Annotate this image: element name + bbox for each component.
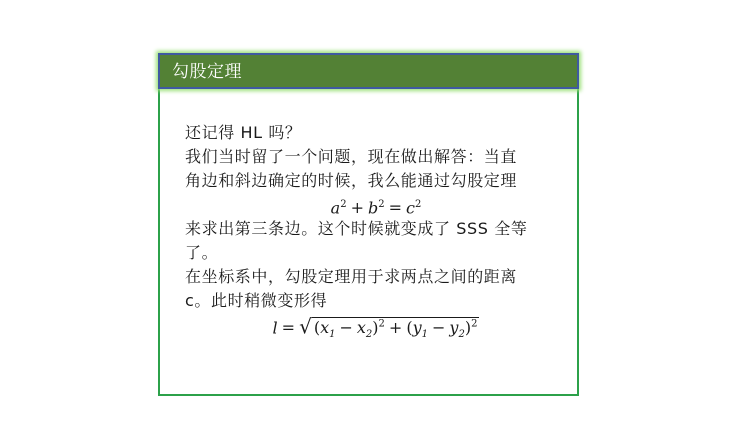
theorem-card <box>158 53 579 396</box>
text-line-7: c。此时稍微变形得 <box>185 291 328 310</box>
text-line-2: 我们当时留了一个问题，现在做出解答：当直 <box>185 147 518 166</box>
text-line-4: 来求出第三条边。这个时候就变成了 SSS 全等 <box>185 219 528 238</box>
var-x1: x <box>320 318 330 338</box>
plus-sign: + <box>350 198 364 218</box>
var-a: a <box>330 198 341 218</box>
var-x2: x <box>356 318 366 338</box>
minus-sign: − <box>339 318 353 338</box>
card-body <box>185 121 567 341</box>
sub-x2: 2 <box>365 329 373 341</box>
equals-sign: = <box>388 198 402 218</box>
card-title: 勾股定理 <box>172 62 242 82</box>
sub-y1: 1 <box>421 329 428 341</box>
exp-y: 2 <box>471 319 478 330</box>
var-l: l <box>272 318 278 338</box>
plus-sign: + <box>388 318 403 338</box>
text-line-5: 了。 <box>185 243 219 262</box>
distance-formula <box>185 313 567 341</box>
sqrt-icon: √ <box>299 314 312 339</box>
sub-y2: 2 <box>458 329 465 341</box>
pythagorean-formula <box>185 193 567 217</box>
equals-sign: = <box>281 318 296 338</box>
sub-x1: 1 <box>329 329 336 341</box>
var-c: c <box>406 198 415 218</box>
radicand: $(x_1 - x_2)^2 + (y_1 - y_2)^2$ <box>313 318 478 341</box>
var-y1: y <box>412 318 422 338</box>
exp-x: 2 <box>378 319 385 330</box>
var-y2: y <box>449 318 459 338</box>
exp-c: 2 <box>414 199 422 210</box>
minus-sign: − <box>432 318 446 338</box>
text-line-6: 在坐标系中，勾股定理用于求两点之间的距离 <box>185 267 518 286</box>
exp-b: 2 <box>378 199 385 210</box>
var-b: b <box>367 198 379 218</box>
card-header <box>158 53 579 89</box>
text-line-1: 还记得 HL 吗？ <box>185 123 302 142</box>
exp-a: 2 <box>340 199 347 210</box>
text-line-3: 角边和斜边确定的时候，我么能通过勾股定理 <box>185 171 518 190</box>
